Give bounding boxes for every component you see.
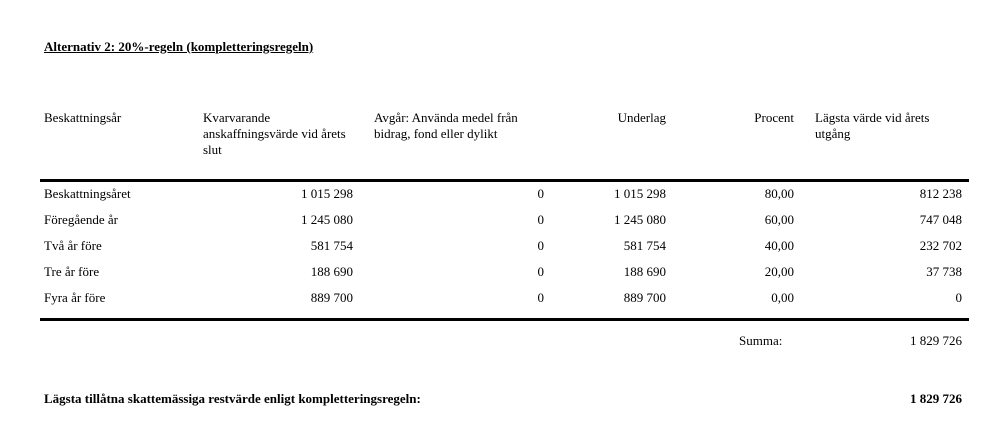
table-top-rule [40, 179, 969, 182]
table-bottom-rule [40, 318, 969, 321]
cell-procent: 60,00 [764, 212, 794, 227]
cell-kvarvarande: 188 690 [310, 264, 353, 279]
row-label: Beskattningsåret [44, 186, 131, 201]
cell-kvarvarande: 889 700 [310, 290, 353, 305]
cell-avgar: 0 [537, 290, 544, 305]
header-beskattningsar: Beskattningsår [44, 110, 122, 125]
cell-lagsta-varde: 812 238 [919, 186, 962, 201]
cell-avgar: 0 [537, 212, 544, 227]
table-row [0, 236, 999, 262]
header-kvarvarande: Kvarvarande anskaffningsvärde vid årets slut [203, 110, 346, 157]
cell-underlag: 1 015 298 [614, 186, 666, 201]
table-row [0, 262, 999, 288]
cell-avgar: 0 [537, 186, 544, 201]
summa-label: Summa: [739, 333, 783, 348]
header-underlag: Underlag [617, 110, 666, 125]
table-row [0, 288, 999, 314]
header-avgar: Avgår: Använda medel från bidrag, fond eller dylikt [374, 110, 518, 141]
table-row [0, 210, 999, 236]
cell-procent: 40,00 [764, 238, 794, 253]
cell-kvarvarande: 1 245 080 [301, 212, 353, 227]
table-row [0, 184, 999, 210]
row-label: Två år före [44, 238, 102, 253]
cell-avgar: 0 [537, 238, 544, 253]
cell-lagsta-varde: 232 702 [919, 238, 962, 253]
cell-procent: 80,00 [764, 186, 794, 201]
cell-underlag: 188 690 [623, 264, 666, 279]
cell-kvarvarande: 581 754 [310, 238, 353, 253]
cell-lagsta-varde: 747 048 [919, 212, 962, 227]
header-lagsta-varde: Lägsta värde vid årets utgång [815, 110, 930, 141]
cell-underlag: 889 700 [623, 290, 666, 305]
cell-kvarvarande: 1 015 298 [301, 186, 353, 201]
cell-lagsta-varde: 37 738 [926, 264, 962, 279]
table-body [0, 184, 999, 314]
cell-underlag: 581 754 [623, 238, 666, 253]
row-label: Fyra år före [44, 290, 106, 305]
row-label: Tre år före [44, 264, 100, 279]
page-title: Alternativ 2: 20%-regeln (kompletteringsregeln) [44, 39, 314, 54]
cell-procent: 0,00 [771, 290, 794, 305]
cell-avgar: 0 [537, 264, 544, 279]
final-result-label: Lägsta tillåtna skattemässiga restvärde enligt kompletteringsregeln: [44, 391, 421, 406]
header-procent: Procent [754, 110, 794, 125]
cell-procent: 20,00 [764, 264, 794, 279]
summa-value: 1 829 726 [910, 333, 962, 348]
cell-underlag: 1 245 080 [614, 212, 666, 227]
final-result-value: 1 829 726 [910, 391, 962, 406]
cell-lagsta-varde: 0 [955, 290, 962, 305]
row-label: Föregående år [44, 212, 118, 227]
